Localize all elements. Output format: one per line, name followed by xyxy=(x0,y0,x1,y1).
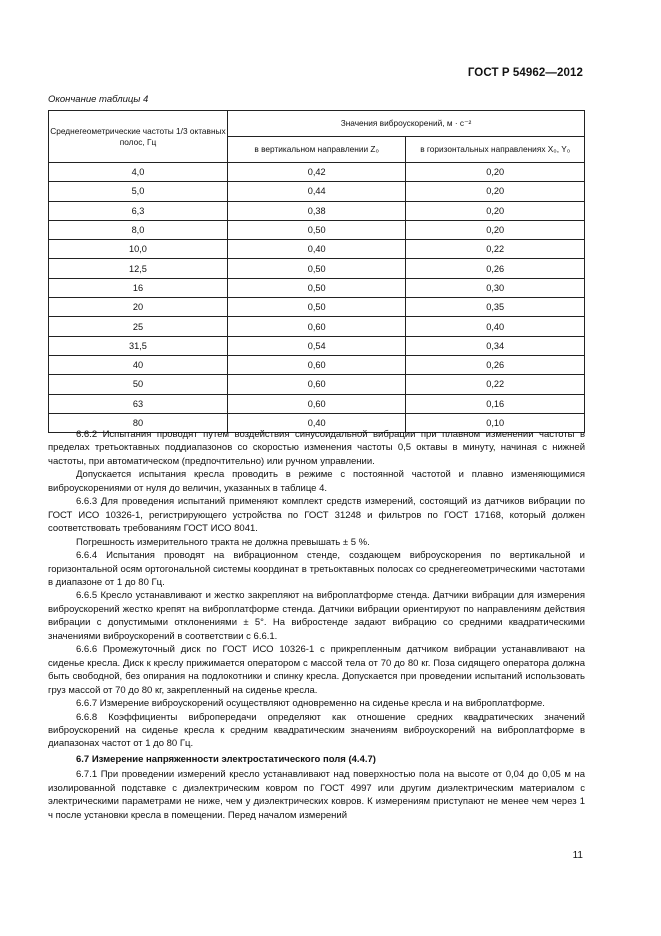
frequency-cell: 25 xyxy=(49,317,228,336)
horizontal-value-cell: 0,26 xyxy=(406,355,585,374)
frequency-column-header: Среднегеометрические частоты 1/3 октавных полос, Гц xyxy=(49,111,228,163)
vertical-value-cell: 0,60 xyxy=(227,317,405,336)
frequency-cell: 63 xyxy=(49,394,228,413)
table-row xyxy=(49,375,585,394)
vertical-value-cell: 0,44 xyxy=(227,182,405,201)
vertical-value-cell: 0,50 xyxy=(227,298,405,317)
horizontal-column-header: в горизонтальных направлениях X₀, Y₀ xyxy=(406,137,585,163)
vertical-value-cell: 0,50 xyxy=(227,259,405,278)
table-row xyxy=(49,240,585,259)
horizontal-value-cell: 0,34 xyxy=(406,336,585,355)
frequency-cell: 10,0 xyxy=(49,240,228,259)
frequency-cell: 12,5 xyxy=(49,259,228,278)
vertical-value-cell: 0,50 xyxy=(227,278,405,297)
frequency-cell: 8,0 xyxy=(49,220,228,239)
frequency-cell: 31,5 xyxy=(49,336,228,355)
table-row xyxy=(49,394,585,413)
paragraph: 6.6.2 Испытания проводят путем воздействия синусоидальной вибрации при плавном изменении частоты в пределах третьоктавных поддиапазонов со скоростью изменения частоты 0,5 октавы в минуту, начиная с нижней частоты, при автоматическом (предпочтительно) или ручном управлении. xyxy=(48,429,585,467)
paragraph: 6.6.7 Измерение виброускорений осуществляют одновременно на сиденье кресла и на виброплатформе. xyxy=(76,698,545,710)
horizontal-value-cell: 0,22 xyxy=(406,375,585,394)
horizontal-value-cell: 0,30 xyxy=(406,278,585,297)
paragraph: Погрешность измерительного тракта не должна превышать ± 5 %. xyxy=(76,536,370,548)
horizontal-value-cell: 0,35 xyxy=(406,298,585,317)
horizontal-value-cell: 0,20 xyxy=(406,182,585,201)
vertical-value-cell: 0,40 xyxy=(227,240,405,259)
paragraph: 6.6.5 Кресло устанавливают и жестко закрепляют на виброплатформе стенда. Датчики вибрации для измерения виброускорений жестко крепят на виброплатформе стенда. Датчики вибрации ориентируют по направлениям действия вибрации с допустимыми отклонениями ± 5°. На вибростенде задают вибрацию со средними квадратическими значениями виброускорений в соответствии с 6.6.1. xyxy=(48,590,585,642)
table-row xyxy=(49,298,585,317)
frequency-cell: 50 xyxy=(49,375,228,394)
paragraph: 6.6.3 Для проведения испытаний применяют комплект средств измерений, состоящий из датчиков вибрации по ГОСТ ИСО 10326-1, регистрирующего устройства по ГОСТ 31248 и фильтров по ГОСТ 17168, который должен соответствовать требованиям ГОСТ ИСО 8041. xyxy=(48,496,585,535)
horizontal-value-cell: 0,16 xyxy=(406,394,585,413)
vertical-column-header: в вертикальном направлении Z₀ xyxy=(227,137,405,163)
table-row xyxy=(49,220,585,239)
table-row xyxy=(49,317,585,336)
frequency-cell: 5,0 xyxy=(49,182,228,201)
horizontal-value-cell: 0,20 xyxy=(406,220,585,239)
document-header: ГОСТ Р 54962—2012 xyxy=(467,67,583,79)
table-row xyxy=(49,278,585,297)
horizontal-value-cell: 0,26 xyxy=(406,259,585,278)
table-row xyxy=(49,163,585,182)
vertical-value-cell: 0,40 xyxy=(227,413,405,432)
paragraph: 6.7.1 При проведении измерений кресло устанавливают над поверхностью пола на высоте от 0,04 до 0,05 м на изолированной подставке с диэлектрическим ковром по ГОСТ 4997 или другим диэлектрическим материалом с электрическими параметрами не ниже, чем у диэлектрических ковров. К измерениям приступают не менее чем через 1 ч после установки кресла в помещении. Перед началом измерений xyxy=(48,769,585,821)
vertical-value-cell: 0,42 xyxy=(227,163,405,182)
vertical-value-cell: 0,60 xyxy=(227,355,405,374)
table-row xyxy=(49,355,585,374)
table-row xyxy=(49,182,585,201)
vertical-value-cell: 0,50 xyxy=(227,220,405,239)
vertical-value-cell: 0,54 xyxy=(227,336,405,355)
table-row xyxy=(49,336,585,355)
horizontal-value-cell: 0,20 xyxy=(406,163,585,182)
frequency-cell: 16 xyxy=(49,278,228,297)
page-number: 11 xyxy=(572,850,583,861)
body-text xyxy=(48,428,585,822)
table-body xyxy=(49,163,585,433)
paragraph: 6.6.4 Испытания проводят на вибрационном стенде, создающем виброускорения по вертикальной и горизонтальной осям ортогональной системы координат в третьоктавных полосах со среднегеометрическими частотами в диапазоне от 1 до 80 Гц. xyxy=(48,550,585,588)
horizontal-value-cell: 0,10 xyxy=(406,413,585,432)
acceleration-group-header: Значения виброускорений, м · с⁻² xyxy=(227,111,584,137)
frequency-cell: 6,3 xyxy=(49,201,228,220)
table-row xyxy=(49,259,585,278)
vertical-value-cell: 0,60 xyxy=(227,375,405,394)
paragraph: Допускается испытания кресла проводить в режиме с постоянной частотой и плавно изменяющимися виброускорениями от нуля до величин, указанных в таблице 4. xyxy=(48,469,585,494)
table-caption: Окончание таблицы 4 xyxy=(48,94,149,105)
section-title: 6.7 Измерение напряженности электростатического поля (4.4.7) xyxy=(76,753,376,765)
vertical-value-cell: 0,60 xyxy=(227,394,405,413)
frequency-cell: 40 xyxy=(49,355,228,374)
table-row xyxy=(49,201,585,220)
frequency-cell: 20 xyxy=(49,298,228,317)
paragraph: 6.6.8 Коэффициенты вибропередачи определяют как отношение средних квадратических значений виброускорений на сиденье кресла к средним квадратическим значениям виброускорений на виброплатформе в диапазонах частот от 1 до 80 Гц. xyxy=(48,711,585,750)
horizontal-value-cell: 0,20 xyxy=(406,201,585,220)
vibration-table xyxy=(48,110,585,433)
frequency-cell: 80 xyxy=(49,413,228,432)
frequency-cell: 4,0 xyxy=(49,163,228,182)
horizontal-value-cell: 0,40 xyxy=(406,317,585,336)
horizontal-value-cell: 0,22 xyxy=(406,240,585,259)
vertical-value-cell: 0,38 xyxy=(227,201,405,220)
paragraph: 6.6.6 Промежуточный диск по ГОСТ ИСО 10326-1 с прикрепленным датчиком вибрации устанавливают на сиденье кресла. Диск к креслу прижимается оператором с массой тела от 70 до 80 кг. Поза сидящего оператора должна быть свободной, без опирания на подлокотники и спинку кресла. Допускается при проведении испытаний использовать груз массой от 70 до 80 кг, закрепленный на сиденье кресла. xyxy=(48,644,585,696)
